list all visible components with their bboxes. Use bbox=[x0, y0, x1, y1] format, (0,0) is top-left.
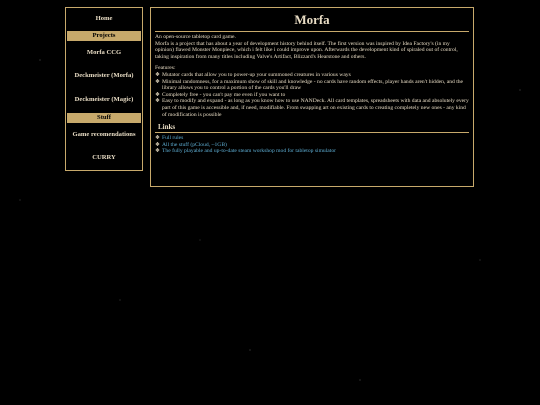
intro-line-1: An open-source tabletop card game. bbox=[155, 34, 236, 40]
bullet-icon: ❖ bbox=[155, 135, 161, 142]
links-heading: Links bbox=[158, 123, 176, 132]
nav-deckmeister-morfa-label: Deckmeister (Morfa) bbox=[74, 71, 134, 79]
nav-deckmeister-magic[interactable] bbox=[66, 88, 142, 112]
link-item bbox=[155, 148, 469, 155]
nav-header-stuff: Stuff bbox=[67, 113, 141, 123]
feature-text: Minimal randomness, for a maximum show of skill and knowledge - no cards have random effects, player hands aren't hidden, and the library allows you to control a portion of the cards you'll draw bbox=[162, 78, 464, 92]
nav-header-projects: Projects bbox=[67, 31, 141, 41]
nav-deckmeister-magic-label: Deckmeister (Magic) bbox=[74, 95, 134, 103]
link-full-rules[interactable]: Full rules bbox=[162, 135, 184, 142]
title-divider bbox=[155, 31, 469, 32]
bullet-icon: ❖ bbox=[155, 71, 161, 78]
intro-paragraph: Morfa is a project that has about a year of development history behind itself. The first version was inspired by Idea Factory's (in my opinion) flawed Monster Monpiece, which i felt like i could improve upon. Afterwards the development kind of spiraled out of control, taking inspiration from many titles including Valve's Artifact, Blizzard's Hearstone and others. bbox=[155, 40, 458, 60]
feature-item bbox=[155, 98, 469, 118]
bullet-icon: ❖ bbox=[155, 78, 161, 85]
features-label: Features: bbox=[155, 65, 176, 72]
nav-deckmeister-morfa[interactable] bbox=[66, 64, 142, 88]
nav-curry-label: CURRY bbox=[92, 153, 116, 161]
nav-morfa-ccg-label: Morfa CCG bbox=[86, 48, 122, 56]
feature-item bbox=[155, 72, 469, 79]
main-panel bbox=[150, 7, 474, 187]
feature-item bbox=[155, 79, 469, 92]
link-item bbox=[155, 135, 469, 142]
nav-morfa-ccg[interactable] bbox=[66, 42, 142, 64]
page-title: Morfa bbox=[294, 12, 330, 27]
nav-game-recommendations[interactable] bbox=[66, 124, 142, 146]
nav-game-recommendations-label: Game recomendations bbox=[72, 130, 136, 138]
feature-text: Completely free - you can't pay me even if you want to bbox=[162, 91, 286, 98]
sidebar-nav bbox=[65, 7, 143, 171]
nav-curry[interactable] bbox=[66, 146, 142, 170]
link-steam-workshop[interactable]: The fully playable and up-to-date steam workshop mod for tabletop simulator bbox=[162, 148, 336, 155]
feature-text: Easy to modify and expand - as long as you know how to use NANDeck. All card templates, spreadsheets with data and absolutely every part of this game is accessible and, if need, modifiable. From swapping art on existing cards to creating completely new ones - any kind of modification is possible bbox=[162, 98, 469, 118]
links-divider bbox=[155, 132, 469, 133]
bullet-icon: ❖ bbox=[155, 98, 161, 105]
nav-home-label: Home bbox=[95, 14, 113, 22]
link-all-stuff[interactable]: All the stuff (pCloud, ~1GB) bbox=[162, 141, 227, 148]
bullet-icon: ❖ bbox=[155, 91, 161, 98]
nav-home[interactable] bbox=[66, 8, 142, 30]
feature-text: Mutator cards that allow you to power-up your summoned creatures in various ways bbox=[162, 71, 351, 78]
bullet-icon: ❖ bbox=[155, 141, 161, 148]
bullet-icon: ❖ bbox=[155, 148, 161, 155]
